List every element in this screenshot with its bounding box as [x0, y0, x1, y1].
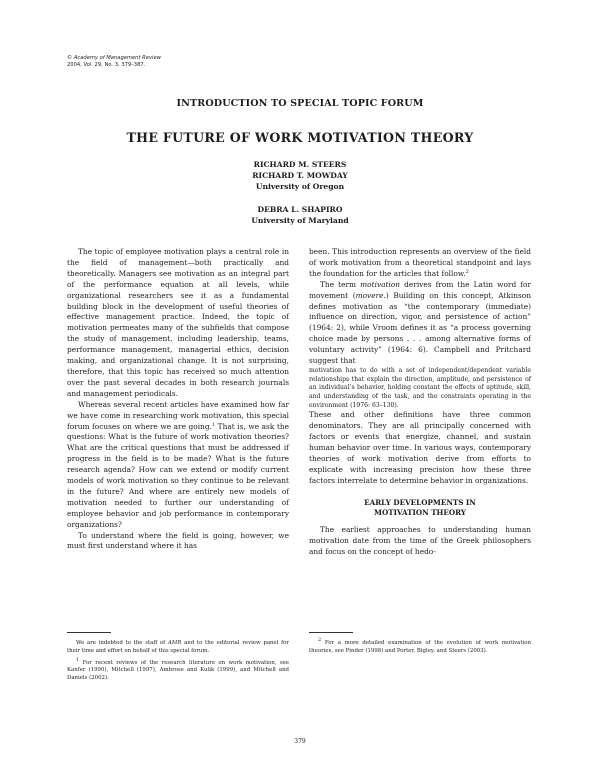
block-quote: motivation has to do with a set of independent/dependent variable relationships that explain the direction, amplitude, and persistence of an individual’s behavior, holding constant the effects of aptitude, skill, and understanding of the task, and the constraints operating in the environment (1976: 63–130). — [309, 366, 531, 409]
footnote-ref-2: 2 — [465, 268, 469, 275]
term-movere: movere — [355, 290, 384, 300]
acknowledgment-journal-abbrev: AMR — [167, 640, 182, 646]
author-mowday: RICHARD T. MOWDAY — [252, 171, 348, 180]
footnote-1-mark: 1 — [76, 656, 80, 663]
footnote-2-mark: 2 — [318, 637, 322, 643]
author-block-2 — [0, 204, 600, 226]
left-column — [67, 247, 289, 552]
footnote-rule-left — [67, 632, 111, 633]
affiliation-maryland: University of Maryland — [251, 216, 349, 225]
footnote-rule-right — [309, 632, 353, 633]
author-steers: RICHARD M. STEERS — [253, 160, 347, 169]
acknowledgment-text-a: We are indebted to the staff of — [76, 640, 168, 646]
left-paragraph-2 — [67, 400, 289, 531]
author-block-1 — [0, 159, 600, 192]
footnotes-right — [309, 637, 531, 660]
right-paragraph-2 — [309, 280, 531, 367]
right-paragraph-2-text-b: derives from the Latin word for movement ( — [309, 279, 531, 300]
copyright-symbol: © — [67, 55, 74, 61]
article-title: THE FUTURE OF WORK MOTIVATION THEORY — [126, 130, 474, 145]
footnotes-left — [67, 640, 289, 687]
journal-name: Academy of Management Review — [73, 55, 161, 61]
left-paragraph-2-text-a: Whereas several recent articles have examined how far we have come in researching work motivation, this special forum focuses on where we are going. — [67, 399, 289, 431]
footnote-1 — [67, 656, 289, 683]
term-motivation: motivation — [360, 279, 401, 289]
journal-citation — [67, 55, 161, 69]
footnote-1-text: For recent reviews of the research literature on work motivation, see Kanfer (1990), Mitchell (1997), Ambrose and Kulik (1999), and Mitchell and Daniels (2002). — [67, 659, 289, 682]
section-heading — [309, 498, 531, 518]
affiliation-oregon: University of Oregon — [255, 182, 345, 191]
right-paragraph-3: These and other definitions have three common denominators. They are all principally concerned with factors or events that energize, channel, and sustain human behavior over time. In various ways, contemporary theories of work motivation derive from efforts to explicate with increasing precision how these three factors interrelate to determine behavior in organizations. — [309, 410, 531, 485]
acknowledgment-note — [67, 640, 289, 656]
left-paragraph-2-text-b: That is, we ask the questions: What is the future of work motivation theories? What are the critical questions that must be addressed if progress in the field is to be made? What is the future research agenda? How can we extend or modify current models of work motivation so they continue to be relevant in the future? And where are entirely new models of motivation needed to further our understanding of employee behavior and job performance in contemporary organizations? — [67, 421, 289, 529]
right-column — [309, 247, 531, 558]
right-paragraph-4: The earliest approaches to understanding human motivation date from the time of the Greek philosophers and focus on the concept of hedo- — [309, 524, 531, 556]
section-heading-line-1: EARLY DEVELOPMENTS IN — [364, 497, 476, 507]
left-paragraph-1: The topic of employee motivation plays a central role in the field of management—both practically and theoretically. Managers see motivation as an integral part of the performance equation at all levels, while organizational researchers see it as a fundamental building block in the development of useful theories of effective management practice. Indeed, the topic of motivation permeates many of the subfields that compose the study of management, including leadership, teams, performance management, managerial ethics, decision making, and organizational change. It is not surprising, therefore, that this topic has received so much attention over the past several decades in both research journals and management periodicals. — [67, 247, 289, 398]
footnote-ref-1: 1 — [211, 421, 216, 428]
author-shapiro: DEBRA L. SHAPIRO — [257, 205, 343, 214]
page-number: 379 — [294, 738, 306, 745]
journal-volume-info: 2004, Vol. 29, No. 3, 379–387. — [67, 62, 146, 68]
section-heading-line-2: MOTIVATION THEORY — [374, 507, 466, 517]
left-paragraph-3: To understand where the field is going, however, we must first understand where it has — [67, 530, 289, 551]
acknowledgment-text-b: and to the editorial review panel for their time and effort on behalf of this special forum. — [67, 640, 289, 654]
footnote-2 — [309, 637, 531, 656]
right-paragraph-1 — [309, 247, 531, 280]
right-paragraph-2-text-a: The term — [320, 279, 361, 289]
journal-line-1 — [67, 55, 161, 62]
right-paragraph-1-text: been. This introduction represents an overview of the field of work motivation from a theoretical standpoint and lays the foundation for the articles that follow. — [309, 247, 531, 278]
right-paragraph-2-text-c: .) Building on this concept, Atkinson defines motivation as “the contemporary (immediate) influence on direction, vigor, and persistence of action” (1964: 2), while Vroom defines it as “a process governing choice made by persons . . . among alternative forms of voluntary activity” (1964: 6). Campbell and Pritchard suggest that — [309, 290, 531, 366]
footnote-2-text: For a more detailed examination of the evolution of work motivation theories, see Pinder (1998) and Porter, Bigley, and Steers (2003). — [309, 640, 531, 654]
forum-title: INTRODUCTION TO SPECIAL TOPIC FORUM — [176, 98, 424, 109]
